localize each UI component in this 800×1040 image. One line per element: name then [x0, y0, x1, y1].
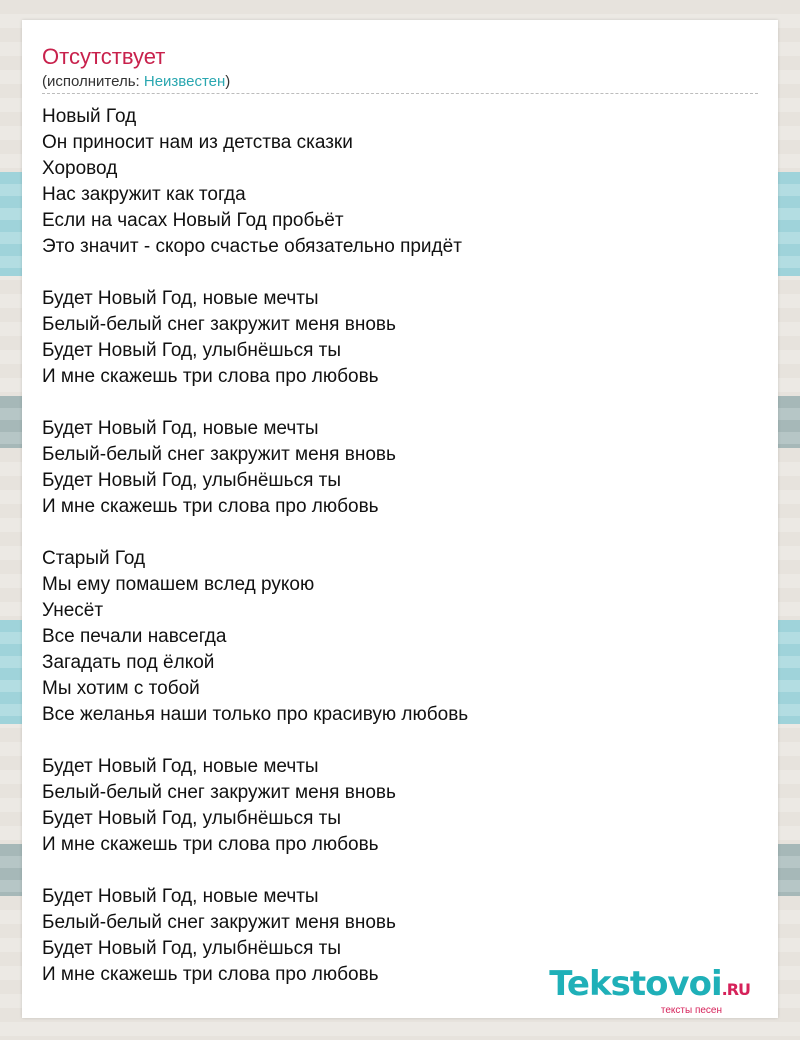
lyrics-card [22, 20, 778, 1018]
song-title: Отсутствует [42, 44, 166, 69]
logo-tld: .RU [721, 980, 750, 999]
logo-tagline: тексты песен [660, 1005, 722, 1016]
logo-name: Tekstovoi [549, 964, 722, 1004]
artist-prefix: (исполнитель: [42, 73, 144, 90]
artist-suffix: ) [225, 73, 231, 90]
artist-line [42, 73, 230, 90]
logo-wordmark [549, 966, 750, 1008]
site-logo[interactable] [549, 966, 750, 1016]
divider [42, 93, 758, 94]
artist-link[interactable]: Неизвестен [143, 73, 226, 90]
lyrics-text: Новый Год Он приносит нам из детства сказки Хоровод Нас закружит как тогда Если на часах Новый Год пробьёт Это значит - скоро счастье обязательно придёт Будет Новый Год, новые мечты Белый-белый снег закружит меня вновь Будет Новый Год, улыбнёшься ты И мне скажешь три слова про любовь Будет Новый Год, новые мечты Белый-белый снег закружит меня вновь Будет Новый Год, улыбнёшься ты И мне скажешь три слова про любовь Старый Год Мы ему помашем вслед рукою Унесёт Все печали навсегда Загадать под ёлкой Мы хотим с тобой Все желанья наши только про красивую любовь Будет Новый Год, новые мечты Белый-белый снег закружит меня вновь Будет Новый Год, улыбнёшься ты И мне скажешь три слова про любовь Будет Новый Год, новые мечты Белый-белый снег закружит меня вновь Будет Новый Год, улыбнёшься ты И мне скажешь три слова про любовь [42, 106, 469, 985]
